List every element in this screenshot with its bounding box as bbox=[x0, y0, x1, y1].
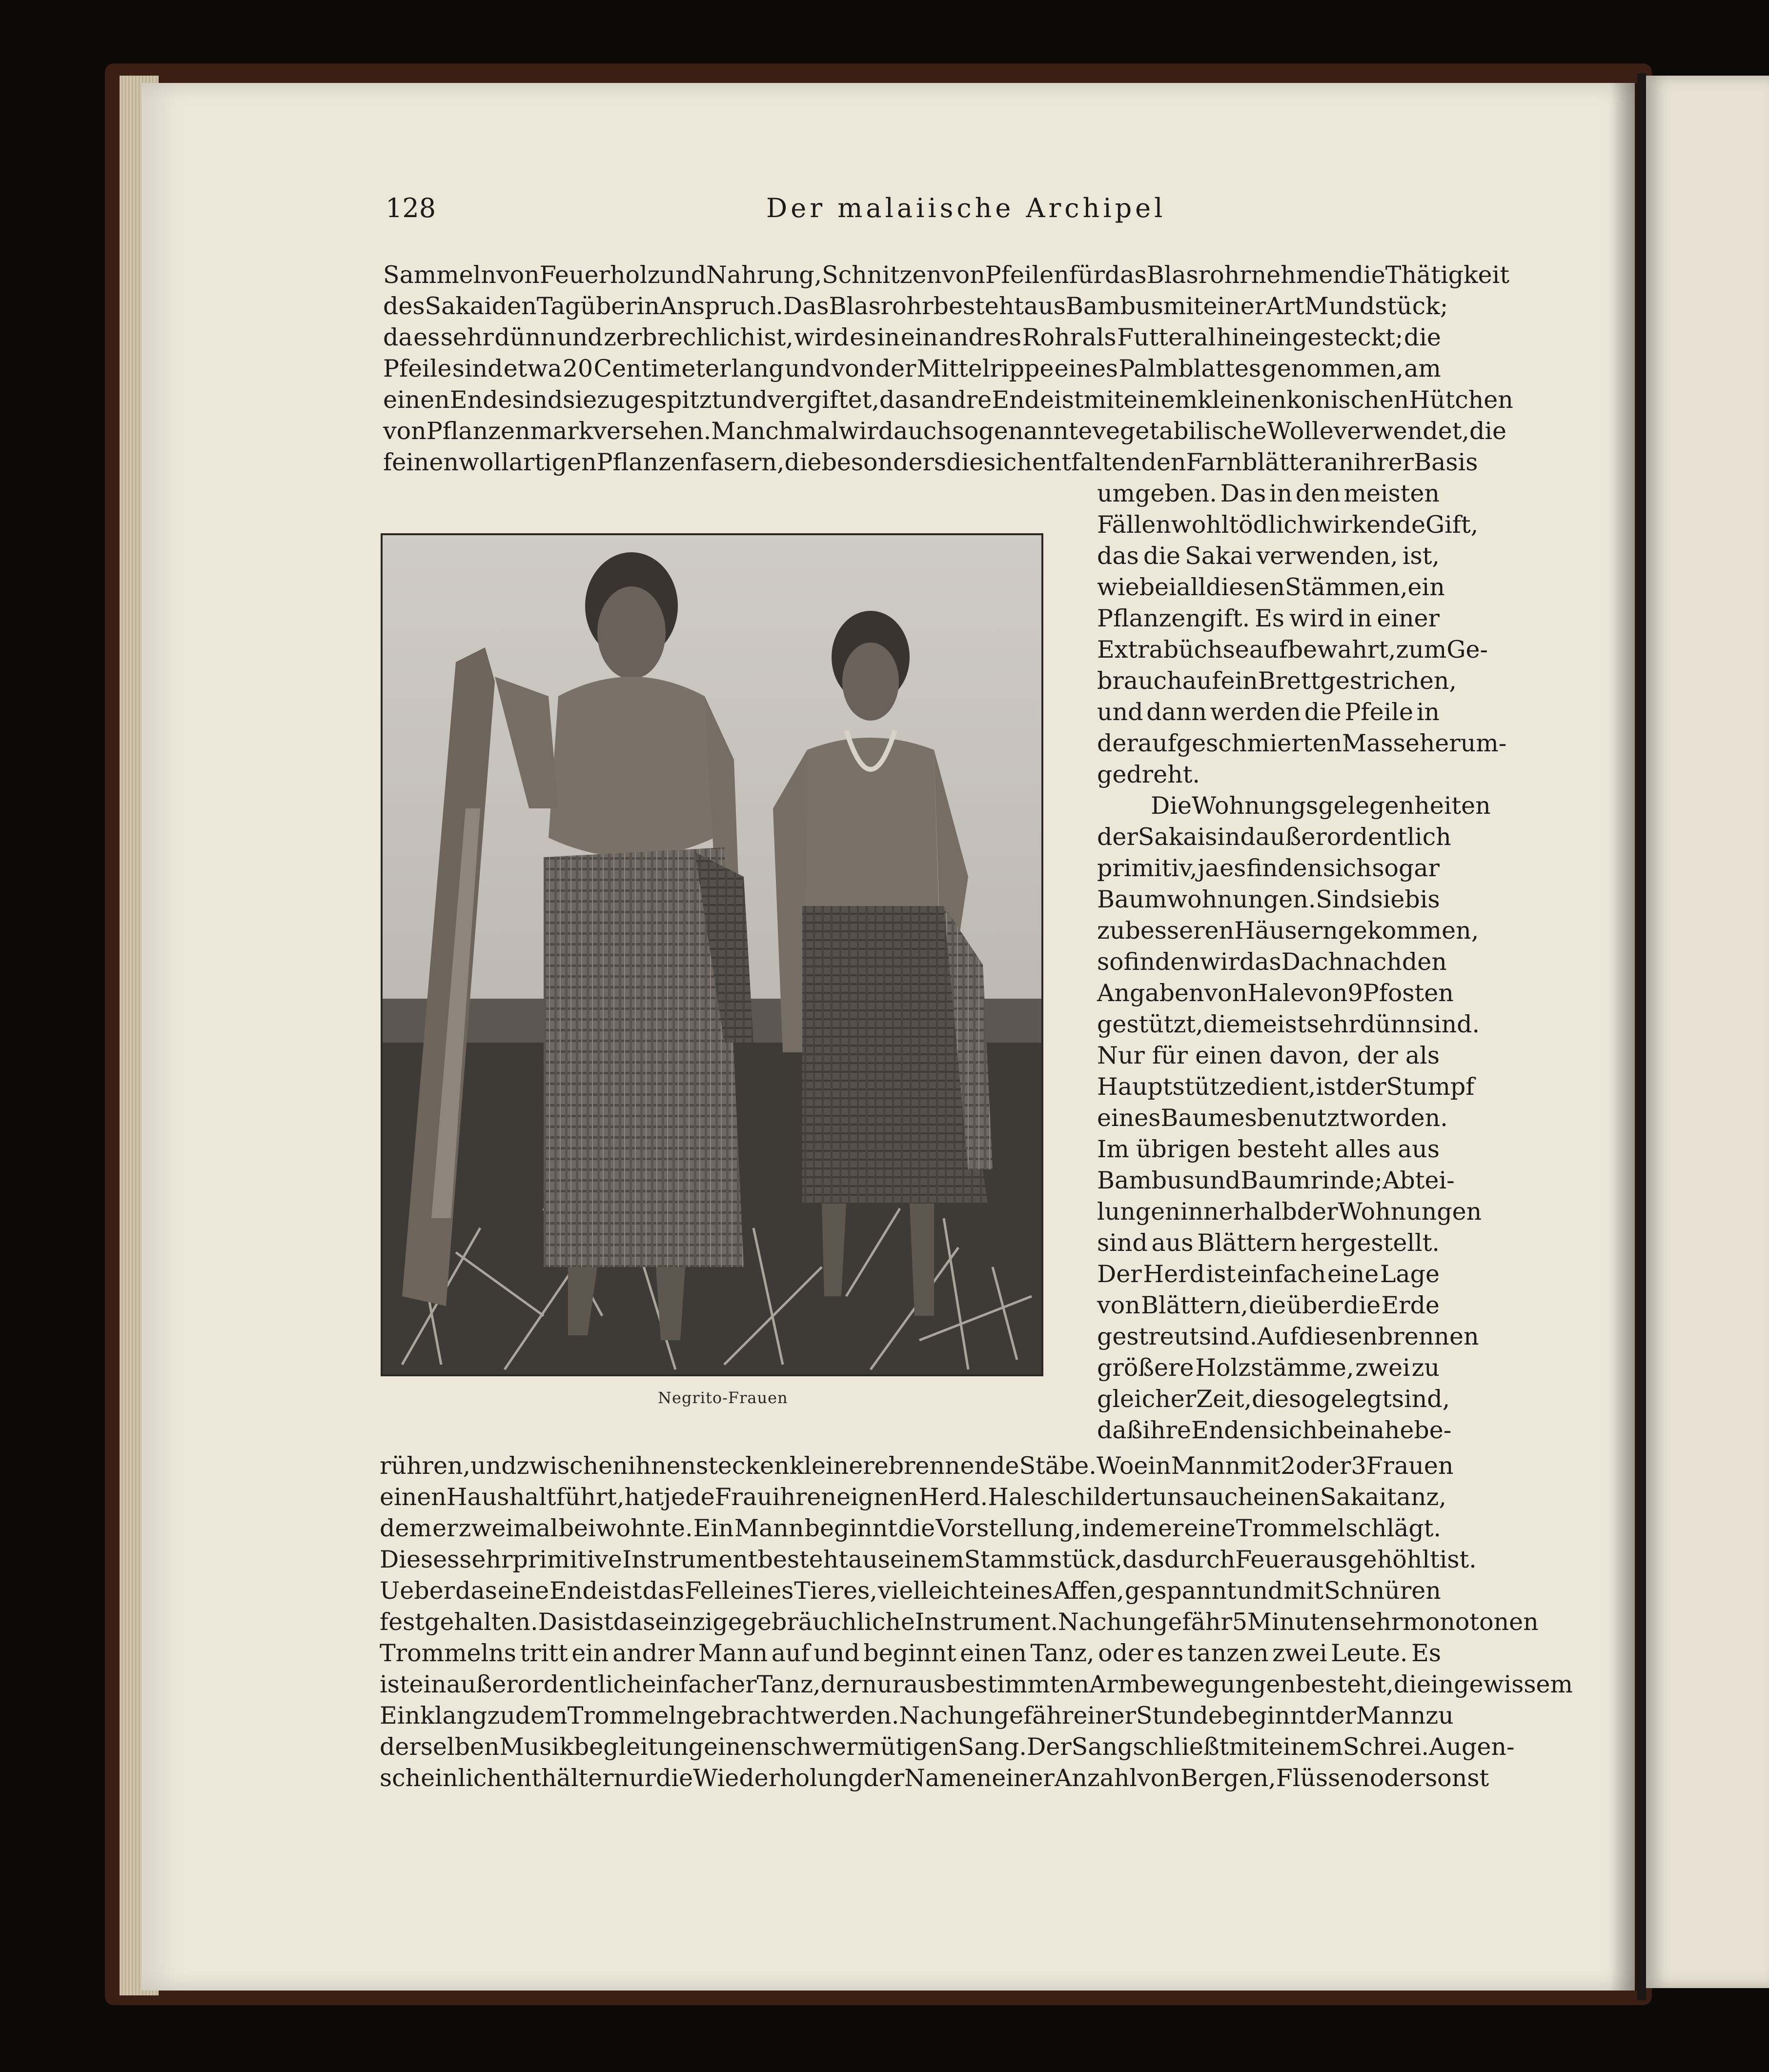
text-line: Im übrigen besteht alles aus bbox=[1097, 1135, 1440, 1163]
text-line: gestützt, die meist sehr dünn sind. bbox=[1097, 1010, 1480, 1038]
text-line: Einklang zu dem Trommeln gebracht werden. Nach ungefähr einer Stunde beginnt der Mann zu bbox=[380, 1702, 1454, 1730]
text-line: Der Herd ist einfach eine Lage bbox=[1097, 1260, 1440, 1288]
text-line: eines Baumes benutzt worden. bbox=[1097, 1104, 1448, 1132]
text-line: dem er zweimal beiwohnte. Ein Mann beginnt die Vorstellung, indem er eine Trommel schlägt. bbox=[380, 1514, 1441, 1542]
text-line: feinen wollartigen Pflanzenfasern, die besonders die sich entfaltenden Farnblätter an ihrer Basis bbox=[383, 448, 1478, 476]
text-block-bottom bbox=[380, 1450, 1573, 1794]
text-line: festgehalten. Das ist das einzige gebräuchliche Instrument. Nach ungefähr 5 Minuten sehr monotonen bbox=[380, 1608, 1539, 1636]
text-line: Trommelns tritt ein andrer Mann auf und beginnt einen Tanz, oder es tanzen zwei Leute. Es bbox=[380, 1639, 1441, 1667]
book-gutter bbox=[1637, 73, 1646, 2000]
figure-photograph bbox=[381, 533, 1043, 1376]
text-line: Bambus und Baumrinde; Abtei- bbox=[1097, 1167, 1455, 1194]
text-line: zu besseren Häusern gekommen, bbox=[1097, 917, 1479, 945]
text-line: wie bei all diesen Stämmen, ein bbox=[1097, 573, 1445, 601]
text-line: primitiv, ja es finden sich sogar bbox=[1097, 854, 1440, 882]
text-block-top bbox=[383, 260, 1513, 478]
text-line: brauch auf ein Brett gestrichen, bbox=[1097, 667, 1457, 695]
text-line: rühren, und zwischen ihnen stecken kleinere brennende Stäbe. Wo ein Mann mit 2 oder 3 Frauen bbox=[380, 1452, 1454, 1480]
text-line: und dann werden die Pfeile in bbox=[1097, 698, 1440, 726]
page-number: 128 bbox=[386, 193, 436, 223]
text-line: von Pflanzenmark versehen. Manchmal wird auch sogenannte vegetabilische Wolle verwendet, die bbox=[383, 417, 1507, 445]
text-block-side bbox=[1097, 478, 1507, 1446]
text-line: von Blättern, die über die Erde bbox=[1097, 1291, 1440, 1319]
figure-caption: Negrito-Frauen bbox=[658, 1388, 788, 1407]
text-line: da es sehr dünn und zerbrechlich ist, wird es in ein andres Rohr als Futteral hineingesteckt; die bbox=[383, 323, 1441, 351]
text-line: daß ihre Enden sich beinahe be- bbox=[1097, 1416, 1452, 1444]
text-line: umgeben. Das in den meisten bbox=[1097, 480, 1440, 507]
text-line: der aufgeschmierten Masse herum- bbox=[1097, 729, 1507, 757]
text-line: einen Ende sind sie zugespitzt und vergiftet, das andre Ende ist mit einem kleinen konischen Hütchen bbox=[383, 386, 1513, 414]
negrito-women-photo bbox=[383, 535, 1041, 1374]
text-line: Pfeile sind etwa 20 Centimeter lang und von der Mittelrippe eines Palmblattes genommen, am bbox=[383, 355, 1441, 382]
page-title: Der malaiische Archipel bbox=[766, 193, 1166, 223]
text-line: Sammeln von Feuerholz und Nahrung, Schnitzen von Pfeilen für das Blasrohr nehmen die Thätigkeit bbox=[383, 261, 1510, 289]
text-line: ist ein außerordentlich einfacher Tanz, der nur aus bestimmten Armbewegungen besteht, die in gewissem bbox=[380, 1670, 1573, 1698]
text-line: Ueber das eine Ende ist das Fell eines Tieres, vielleicht eines Affen, gespannt und mit Schnüren bbox=[380, 1577, 1441, 1605]
spine-shadow bbox=[1610, 83, 1640, 1991]
text-line: scheinlich enthält er nur die Wiederholung der Namen einer Anzahl von Bergen, Flüssen oder sonst bbox=[380, 1764, 1489, 1792]
text-line: sind aus Blättern hergestellt. bbox=[1097, 1229, 1440, 1257]
text-line: Dieses sehr primitive Instrument besteht aus einem Stammstück, das durch Feuer ausgehöhlt ist. bbox=[380, 1546, 1477, 1573]
text-line: Extrabüchse aufbewahrt, zum Ge- bbox=[1097, 636, 1488, 664]
text-line: Nur für einen davon, der als bbox=[1097, 1042, 1440, 1069]
text-line: Pflanzengift. Es wird in einer bbox=[1097, 604, 1440, 632]
text-line: gestreut sind. Auf diesen brennen bbox=[1097, 1323, 1479, 1350]
text-line: Die Wohnungsgelegenheiten bbox=[1151, 792, 1491, 820]
text-line: gleicher Zeit, die so gelegt sind, bbox=[1097, 1385, 1450, 1413]
text-line: derselben Musikbegleitung einen schwermütigen Sang. Der Sang schließt mit einem Schrei. Augen- bbox=[380, 1733, 1515, 1761]
text-line: gedreht. bbox=[1097, 761, 1200, 788]
text-line: größere Holzstämme, zwei zu bbox=[1097, 1354, 1440, 1382]
text-line: Angaben von Hale von 9 Pfosten bbox=[1097, 979, 1454, 1007]
text-line: Hauptstütze dient, ist der Stumpf bbox=[1097, 1073, 1475, 1101]
text-line: der Sakai sind außerordentlich bbox=[1097, 823, 1451, 851]
text-line: des Sakai den Tag über in Anspruch. Das Blasrohr besteht aus Bambus mit einer Art Mundstück; bbox=[383, 292, 1448, 320]
text-line: einen Haushalt führt, hat jede Frau ihren eignen Herd. Hale schildert uns auch einen Sakaitanz, bbox=[380, 1483, 1446, 1511]
text-line: so finden wir das Dach nach den bbox=[1097, 948, 1447, 976]
text-line: das die Sakai verwenden, ist, bbox=[1097, 542, 1440, 570]
text-line: Fällen wohl tödlich wirkende Gift, bbox=[1097, 511, 1479, 539]
text-line: lungen innerhalb der Wohnungen bbox=[1097, 1198, 1482, 1226]
facing-page-edge bbox=[1646, 76, 1769, 1988]
text-line: Baumwohnungen. Sind sie bis bbox=[1097, 885, 1440, 913]
